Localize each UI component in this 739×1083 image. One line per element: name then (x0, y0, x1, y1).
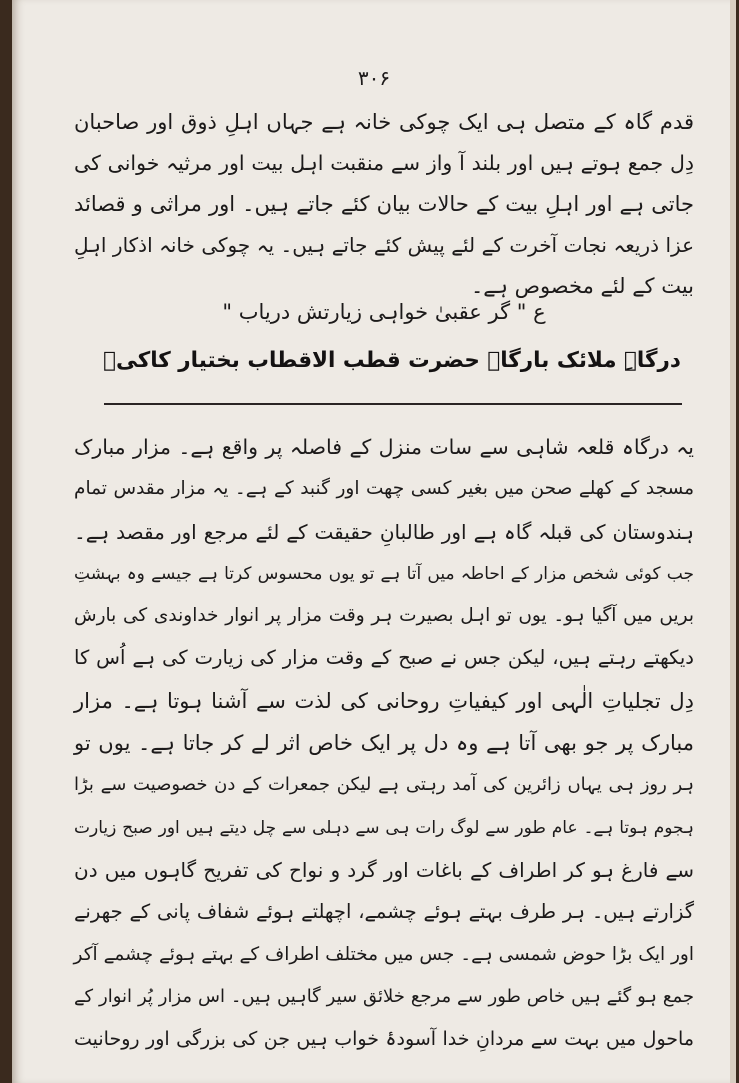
intro-line: عزا ذریعہ نجات آخرت کے لئے پیش کئے جاتے ہیں۔ یہ چوکی خانہ اذکار اہلِ (74, 233, 694, 257)
body-line: بریں میں آگیا ہو۔ یوں تو اہل بصیرت ہر وقت مزار پر انوار خداوندی کی بارش (74, 605, 694, 627)
section-heading: درگاہِ ملائک بارگاہ حضرت قطب الاقطاب بختیار کاکیؒ (103, 348, 681, 373)
body-line: مبارک پر جو بھی آتا ہے وہ دل پر ایک خاص اثر لے کر جاتا ہے۔ یوں تو (74, 731, 694, 756)
body-line: ہجوم ہوتا ہے۔ عام طور سے لوگ رات ہی سے دہلی سے چل دیتے ہیں اور صبح زیارت (74, 817, 694, 838)
intro-line: بیت کے لئے مخصوص ہے۔ (470, 274, 694, 298)
paper-sheet (12, 0, 736, 1083)
body-line: یہ درگاہ قلعہ شاہی سے سات منزل کے فاصلہ پر واقع ہے۔ مزار مبارک (74, 435, 694, 459)
verse-line: ع " گر عقبیٰ خواہی زیارتش دریاب " (222, 300, 546, 324)
intro-line: قدم گاہ کے متصل ہی ایک چوکی خانہ ہے جہاں اہلِ ذوق اور صاحبان (74, 110, 694, 134)
page-number: ۳۰۶ (357, 66, 391, 90)
body-paragraph (74, 426, 694, 1060)
heading-underline (104, 403, 682, 405)
body-line: جمع ہو گئے ہیں خاص طور سے مرجع خلائق سیر گاہیں ہیں۔ اس مزار پُر انوار کے (74, 985, 694, 1007)
body-line: ماحول میں بہت سے مردانِ خدا آسودۂ خواب ہیں جن کی بزرگی اور روحانیت (74, 1028, 694, 1051)
page-edge (730, 0, 736, 1083)
intro-paragraph (74, 102, 694, 307)
body-line: جب کوئی شخص مزار کے احاطہ میں آتا ہے تو یوں محسوس کرتا ہے جیسے وہ بہشتِ (74, 563, 694, 584)
intro-line: جاتی ہے اور اہلِ بیت کے حالات بیان کئے جاتے ہیں۔ اور مراثی و قصائد (74, 192, 694, 216)
body-line: دِل تجلیاتِ الٰہی اور کیفیاتِ روحانی کی لذت سے آشنا ہوتا ہے۔ مزار (74, 688, 694, 713)
body-line: مسجد کے کھلے صحن میں بغیر کسی چھت اور گنبد کے ہے۔ یہ مزار مقدس تمام (74, 478, 694, 500)
body-line: دیکھتے رہتے ہیں، لیکن جس نے صبح کے وقت مزار کی زیارت کی ہے اُس کا (74, 646, 694, 670)
body-line: ہر روز ہی یہاں زائرین کی آمد رہتی ہے لیکن جمعرات کے دن خصوصیت سے بڑا (74, 774, 694, 796)
body-line: اور ایک بڑا حوض شمسی ہے۔ جس میں مختلف اطراف کے بہتے ہوئے چشمے آکر (73, 943, 694, 965)
body-line: گزارتے ہیں۔ ہر طرف بہتے ہوئے چشمے، اچھلتے ہوئے شفاف پانی کے جھرنے (74, 900, 694, 924)
body-line: سے فارغ ہو کر اطراف کے باغات اور گرد و نواح کی تفریح گاہوں میں دن (74, 857, 694, 882)
body-line: ہندوستان کی قبلہ گاہ ہے اور طالبانِ حقیقت کے لئے مرجع اور مقصد ہے۔ (74, 519, 694, 544)
intro-line: دِل جمع ہوتے ہیں اور بلند آ واز سے منقبت اہل بیت اور مرثیہ خوانی کی (74, 151, 694, 175)
